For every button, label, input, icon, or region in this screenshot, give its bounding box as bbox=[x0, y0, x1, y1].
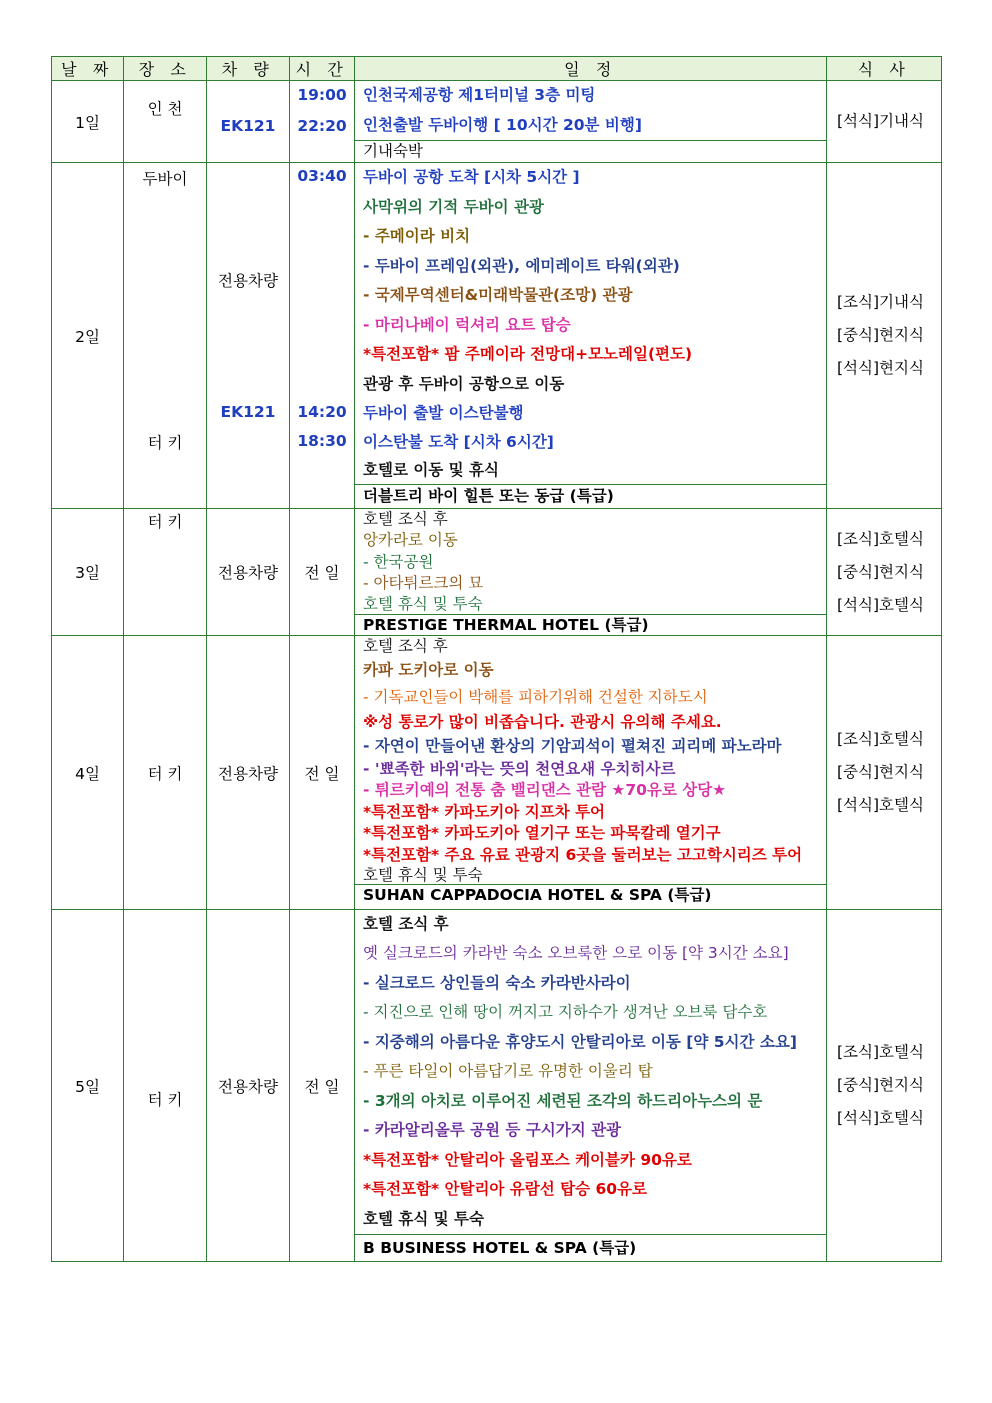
time-value: 14:20 bbox=[297, 403, 347, 421]
vehicle-label: 전용차량 bbox=[207, 910, 290, 1262]
schedule-line: 호텔 조식 후 bbox=[363, 510, 448, 528]
meal-item: [조식]호텔식 bbox=[837, 529, 924, 548]
time-value: 19:00 bbox=[297, 86, 347, 104]
flight-number: EK121 bbox=[220, 403, 276, 421]
schedule-line: - 자연이 만들어낸 환상의 기암괴석이 펼쳐진 괴리메 파노라마 bbox=[363, 737, 782, 755]
day-date: 2일 bbox=[52, 163, 124, 509]
schedule-line: - 카라알리올루 공원 등 구시가지 관광 bbox=[363, 1121, 622, 1139]
day-meals bbox=[827, 163, 942, 509]
hotel-name: SUHAN CAPPADOCIA HOTEL & SPA (특급) bbox=[355, 884, 826, 906]
meal-item: [석식]기내식 bbox=[837, 112, 924, 130]
schedule-line: 관광 후 두바이 공항으로 이동 bbox=[363, 375, 565, 393]
schedule-line: - 한국공원 bbox=[363, 553, 434, 571]
flight-number: EK121 bbox=[220, 117, 276, 135]
time-value: 22:20 bbox=[297, 117, 347, 135]
header-place: 장 소 bbox=[124, 57, 207, 81]
day-times bbox=[290, 81, 355, 163]
schedule-line: 앙카라로 이동 bbox=[363, 531, 458, 549]
schedule-line: 호텔 휴식 및 투숙 bbox=[363, 866, 483, 884]
schedule-line: 카파 도키아로 이동 bbox=[363, 661, 494, 679]
meal-item: [석식]호텔식 bbox=[837, 1109, 924, 1127]
schedule-line: *특전포함* 안탈리아 유람선 탑승 60유로 bbox=[363, 1180, 647, 1198]
vehicle-label: 전용차량 bbox=[207, 636, 290, 910]
day-vehicle bbox=[207, 163, 290, 509]
day-place bbox=[124, 910, 207, 1262]
schedule-line: - 국제무역센터&미래박물관(조망) 관광 bbox=[363, 286, 633, 304]
day-schedule bbox=[355, 910, 827, 1262]
hotel-name: 기내숙박 bbox=[355, 140, 826, 161]
meal-item: [중식]현지식 bbox=[837, 562, 924, 581]
schedule-line: 인천출발 두바이행 [ 10시간 20분 비행] bbox=[363, 116, 642, 134]
place-label: 인 천 bbox=[147, 100, 183, 118]
schedule-line: 호텔 휴식 및 투숙 bbox=[363, 1210, 485, 1228]
time-value: 03:40 bbox=[297, 167, 347, 185]
schedule-line: 호텔 조식 후 bbox=[363, 915, 449, 933]
day-schedule bbox=[355, 163, 827, 509]
schedule-line: *특전포함* 안탈리아 올림포스 케이블카 90유로 bbox=[363, 1151, 692, 1169]
place-label: 터 키 bbox=[147, 513, 183, 531]
meal-item: [석식]현지식 bbox=[837, 359, 924, 377]
place-label: 터 키 bbox=[147, 434, 183, 452]
schedule-line: 인천국제공항 제1터미널 3층 미팅 bbox=[363, 86, 596, 104]
day-date: 4일 bbox=[52, 636, 124, 910]
schedule-line: *특전포함* 카파도키아 지프차 투어 bbox=[363, 803, 606, 821]
schedule-line: *특전포함* 카파도키아 열기구 또는 파묵칼레 열기구 bbox=[363, 824, 721, 842]
day-date: 1일 bbox=[52, 81, 124, 163]
schedule-line: 옛 실크로드의 카라반 숙소 오브룩한 으로 이동 [약 3시간 소요] bbox=[363, 944, 789, 962]
day-schedule bbox=[355, 509, 827, 636]
schedule-line: - 기독교인들이 박해를 피하기위해 건설한 지하도시 bbox=[363, 688, 708, 706]
hotel-name: B BUSINESS HOTEL & SPA (특급) bbox=[355, 1234, 826, 1261]
schedule-line: 두바이 출발 이스탄불행 bbox=[363, 404, 524, 422]
schedule-line: 이스탄불 도착 [시차 6시간] bbox=[363, 433, 554, 451]
time-value: 전 일 bbox=[290, 910, 355, 1262]
hotel-name: 더블트리 바이 힐튼 또는 동급 (특급) bbox=[355, 484, 826, 508]
schedule-line: 호텔 휴식 및 투숙 bbox=[363, 595, 483, 613]
header-meals: 식 사 bbox=[827, 57, 942, 81]
day-row-5 bbox=[52, 910, 942, 1262]
place-label: 두바이 bbox=[142, 170, 188, 188]
schedule-line: - 아타튀르크의 묘 bbox=[363, 574, 484, 592]
schedule-line: *특전포함* 팜 주메이라 전망대+모노레일(편도) bbox=[363, 345, 693, 363]
schedule-line: - 3개의 아치로 이루어진 세련된 조각의 하드리아누스의 문 bbox=[363, 1092, 763, 1110]
day-vehicle bbox=[207, 81, 290, 163]
meal-item: [중식]현지식 bbox=[837, 763, 924, 781]
day-row-2 bbox=[52, 163, 942, 509]
day-times bbox=[290, 163, 355, 509]
day-row-1 bbox=[52, 81, 942, 163]
schedule-line: - 푸른 타일이 아름답기로 유명한 이울리 탑 bbox=[363, 1062, 653, 1080]
header-vehicle: 차 량 bbox=[207, 57, 290, 81]
day-meals bbox=[827, 910, 942, 1262]
time-value: 전 일 bbox=[290, 636, 355, 910]
schedule-line: - 지중해의 아름다운 휴양도시 안탈리아로 이동 [약 5시간 소요] bbox=[363, 1033, 797, 1051]
day-row-4 bbox=[52, 636, 942, 910]
header-row bbox=[52, 57, 942, 81]
header-time: 시 간 bbox=[290, 57, 355, 81]
day-meals bbox=[827, 636, 942, 910]
place-label: 터 키 bbox=[124, 636, 207, 910]
vehicle-label: 전용차량 bbox=[207, 509, 290, 636]
vehicle-label: 전용차량 bbox=[218, 272, 278, 290]
day-row-3 bbox=[52, 509, 942, 636]
day-place bbox=[124, 163, 207, 509]
place-label: 터 키 bbox=[147, 1091, 183, 1109]
schedule-line: - 튀르키예의 전통 춤 밸리댄스 관람 ★70유로 상당★ bbox=[363, 781, 727, 799]
schedule-line: - 두바이 프레임(외관), 에미레이트 타워(외관) bbox=[363, 257, 680, 275]
meal-item: [조식]호텔식 bbox=[837, 730, 924, 748]
day-date: 5일 bbox=[52, 910, 124, 1262]
schedule-line: - '뾰족한 바위'라는 뜻의 천연요새 우치히사르 bbox=[363, 760, 676, 778]
day-schedule bbox=[355, 636, 827, 910]
day-place bbox=[124, 81, 207, 163]
meal-item: [중식]현지식 bbox=[837, 1076, 924, 1094]
meal-item: [조식]호텔식 bbox=[837, 1043, 924, 1061]
day-meals bbox=[827, 81, 942, 163]
schedule-line: - 지진으로 인해 땅이 꺼지고 지하수가 생겨난 오브룩 담수호 bbox=[363, 1003, 768, 1021]
header-date: 날 짜 bbox=[52, 57, 124, 81]
day-meals bbox=[827, 509, 942, 636]
hotel-name: PRESTIGE THERMAL HOTEL (특급) bbox=[355, 614, 826, 635]
day-place bbox=[124, 509, 207, 636]
day-date: 3일 bbox=[52, 509, 124, 636]
schedule-line: 사막위의 기적 두바이 관광 bbox=[363, 198, 544, 216]
schedule-line: 호텔 조식 후 bbox=[363, 637, 448, 655]
schedule-line: - 마리나베이 럭셔리 요트 탑승 bbox=[363, 316, 571, 334]
itinerary-table bbox=[51, 56, 942, 1262]
day-schedule bbox=[355, 81, 827, 163]
schedule-line: - 실크로드 상인들의 숙소 카라반사라이 bbox=[363, 974, 631, 992]
schedule-line: 호텔로 이동 및 휴식 bbox=[363, 461, 499, 479]
time-value: 18:30 bbox=[297, 432, 347, 450]
meal-item: [조식]기내식 bbox=[837, 293, 924, 311]
time-value: 전 일 bbox=[290, 509, 355, 636]
schedule-line: *특전포함* 주요 유료 관광지 6곳을 둘러보는 고고학시리즈 투어 bbox=[363, 846, 803, 864]
schedule-line: - 주메이라 비치 bbox=[363, 227, 471, 245]
meal-item: [석식]호텔식 bbox=[837, 595, 924, 614]
meal-item: [석식]호텔식 bbox=[837, 796, 924, 814]
schedule-line: ※성 통로가 많이 비좁습니다. 관광시 유의해 주세요. bbox=[363, 713, 722, 731]
header-schedule: 일 정 bbox=[355, 57, 827, 81]
schedule-line: 두바이 공항 도착 [시차 5시간 ] bbox=[363, 168, 580, 186]
meal-item: [중식]현지식 bbox=[837, 326, 924, 344]
